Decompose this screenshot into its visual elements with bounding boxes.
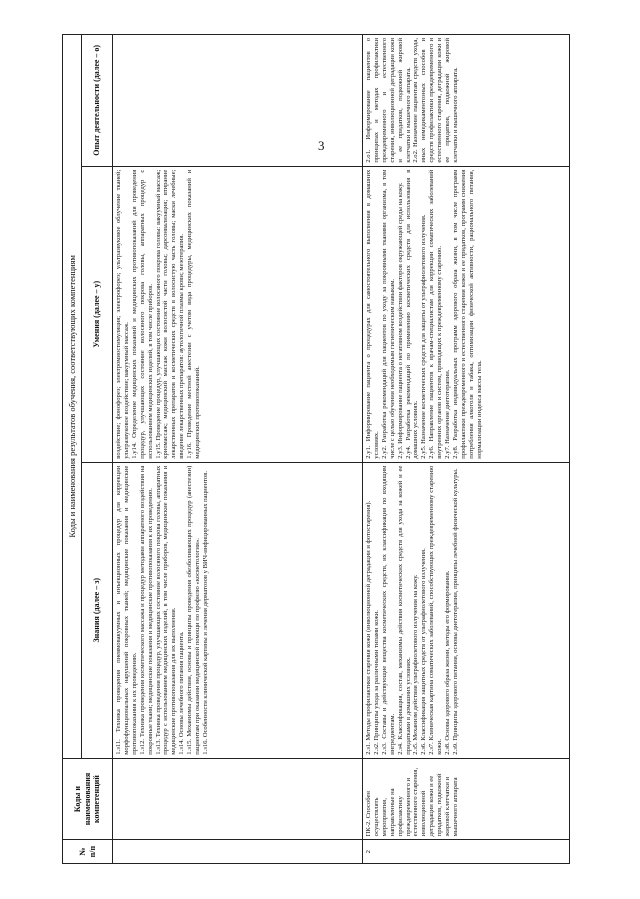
competency-table-sheet xyxy=(62,34,570,864)
list-item: 1.з15. Механизмы действия, основы и принципы проведения обезболивающих процедур (анестезии) пациентам при оказании медицинской помощи по профилю «косметология». xyxy=(186,465,202,755)
row2-num: 2 xyxy=(363,840,570,864)
header-skills: Умения (далее – у) xyxy=(82,166,113,462)
row2-experience xyxy=(363,35,570,167)
list-item: 2.у4. Разработка рекомендаций по применению косметических средств для использования в домашних условиях. xyxy=(404,169,420,459)
header-experience: Опыт деятельности (далее – о) xyxy=(82,35,113,167)
list-item: воздействие; фонофорез; электромиостимуляция; электрофорез; ультразвуковое облучение тканей; ультразвуковое воздействие; вакуумный массаж. xyxy=(115,169,130,459)
header-knowledge: Знания (далее – з) xyxy=(82,462,113,758)
list-item: 2.у8. Разработка индивидуальных программ здорового образа жизни, в том числе программ профилактики преждевременного и естественного старения кожи и ее придатков, программ снижения потребления алкоголя и табака, оптимизации физической активности, рационального питания, нормализации индекса массы тела. xyxy=(451,169,483,459)
list-item: 1.у16. Проведение местной анестезии с учетом вида процедуры, медицинских показаний и медицинских противопоказаний. xyxy=(186,169,202,459)
table-row xyxy=(113,35,363,864)
row2-knowledge xyxy=(363,462,570,758)
list-item: 2.з5. Механизм действия ультрафиолетового излучения на кожу. xyxy=(412,574,420,755)
list-item: 1.з12. Техника проведения косметического массажа и процедур методами аппаратного воздействия на покровные ткани; медицинские показания и медицинские противопоказания к их проведению. xyxy=(138,465,154,755)
list-item: 1.з13. Техника проведения процедур, улучшающих состояние волосяного покрова головы, аппаратных процедур с использованием медицинских изделий, в том числе приборов, медицинские показания и медицинские противопоказания для их выполнения. xyxy=(154,465,178,755)
row1-skills xyxy=(113,166,363,462)
row1-num xyxy=(113,840,363,864)
row2-skills xyxy=(363,166,570,462)
row1-knowledge xyxy=(113,462,363,758)
list-item: 1.з16. Особенности клинической картины и лечения дерматозов у ВИЧ-инфицированных пациентов. xyxy=(201,471,209,755)
list-item: 2.у1. Информирование пациента о процедурах для самостоятельного выполнения в домашних условиях. xyxy=(365,169,380,459)
list-item: 2.з7. Клиническая картина соматических заболеваний, способствующих преждевременному старению кожи. xyxy=(428,465,444,755)
list-item: 2.з8. Основы здорового образа жизни, методы его формирования. xyxy=(444,570,452,755)
list-item: 2.у6. Направление пациентов к врачам-специалистам для коррекции соматических заболеваний внутренних органов и систем, приводящих к преждевременному старению. xyxy=(428,169,444,459)
list-item: 2.у7. Назначение диетотерапии. xyxy=(444,369,452,459)
list-item: 2.з2. Принципы ухода за различными типами кожи. xyxy=(372,610,380,755)
list-item: 2.з4. Классификация, состав, механизмы действия косметических средств для ухода за кожей и ее придатками в домашних условиях. xyxy=(396,465,412,755)
table-banner: Коды и наименования результатов обучения, соответствующих компетенциям xyxy=(63,35,82,759)
list-item: 2.о1. Информирование пациентов о принципах и методах профилактики преждевременного и естественного старения, инволюционной деградации кожи и ее придатков, подкожной жировой клетчатки и мышечного аппарата. xyxy=(365,38,412,163)
competency-table xyxy=(62,34,570,864)
list-item: 2.з6. Классификация защитных средств от ультрафиолетового излучения. xyxy=(420,548,428,755)
list-item: 2.у3. Информирование пациента о негативном воздействии факторов окружающей среды на кожу. xyxy=(396,182,404,459)
list-item: 2.у2. Разработка рекомендаций для пациентов по уходу за покровными тканями организма, в том числе с целью обучения необходимым гигиеническим навыкам. xyxy=(380,169,396,459)
row1-experience xyxy=(113,35,363,167)
table-row xyxy=(363,35,570,864)
page-number: 3 xyxy=(318,138,325,153)
list-item: 2.з1. Методы профилактики старения кожи (инволюционной деградации и фотостарения). xyxy=(365,500,372,755)
header-num: № п/п xyxy=(63,840,113,864)
list-item: 2.о2. Назначение пациентам средств ухода, иных немедикаментозных способов и средств профилактики преждевременного и естественного старения, деградации кожи и ее придатков, подкожной жировой клетчатки и мышечного аппарата. xyxy=(412,38,459,163)
list-item: 1.з14. Основы лечебного питания пациента. xyxy=(178,631,186,755)
row1-code xyxy=(113,758,363,840)
list-item: 2.з3. Составы и действующие вещества косметических средств, их классификация по входящим ингредиентам. xyxy=(380,465,396,755)
list-item: 1.з11. Техника проведения пневмовакуумных и инъекционных процедур для коррекции морфофункциональных нарушений покровных тканей; медицинские показания и медицинские противопоказания к их проведению. xyxy=(115,465,138,755)
list-item: 1.у15. Проведение процедур, улучшающих состояние волосяного покрова головы: вакуумный массаж; криомассаж; медицинский массаж кожи волосистой части головы; дарсонвализация; втирание лекарственных препаратов и косметических средств в волосистую часть головы; маски лечебные; введение лекарственных препаратов: аутологичной плазмы крови; мезотерапия. xyxy=(154,169,186,459)
list-item: 2.у5. Назначение косметических средств для защиты от ультрафиолетового излучения. xyxy=(420,214,428,459)
header-code: Коды и наименования компетенций xyxy=(63,758,113,840)
list-item: 2.з9. Принципы здорового питания, основы диетотерапии, принципы лечебной физической культуры. xyxy=(451,468,459,755)
list-item: 1.у14. Определение медицинских показаний и медицинских противопоказаний для проведения процедур, улучшающих состояние волосяного покрова головы, аппаратных процедур с использованием медицинских изделий, в том числе приборов. xyxy=(130,169,154,459)
row2-code: ПК-2. Способен осуществлять мероприятия, направленные на профилактику преждевременного и естественного старения, инволюционной деградации кожи и ее придатков, подкожной жировой клетчатки и мышечного аппарата xyxy=(363,758,570,840)
